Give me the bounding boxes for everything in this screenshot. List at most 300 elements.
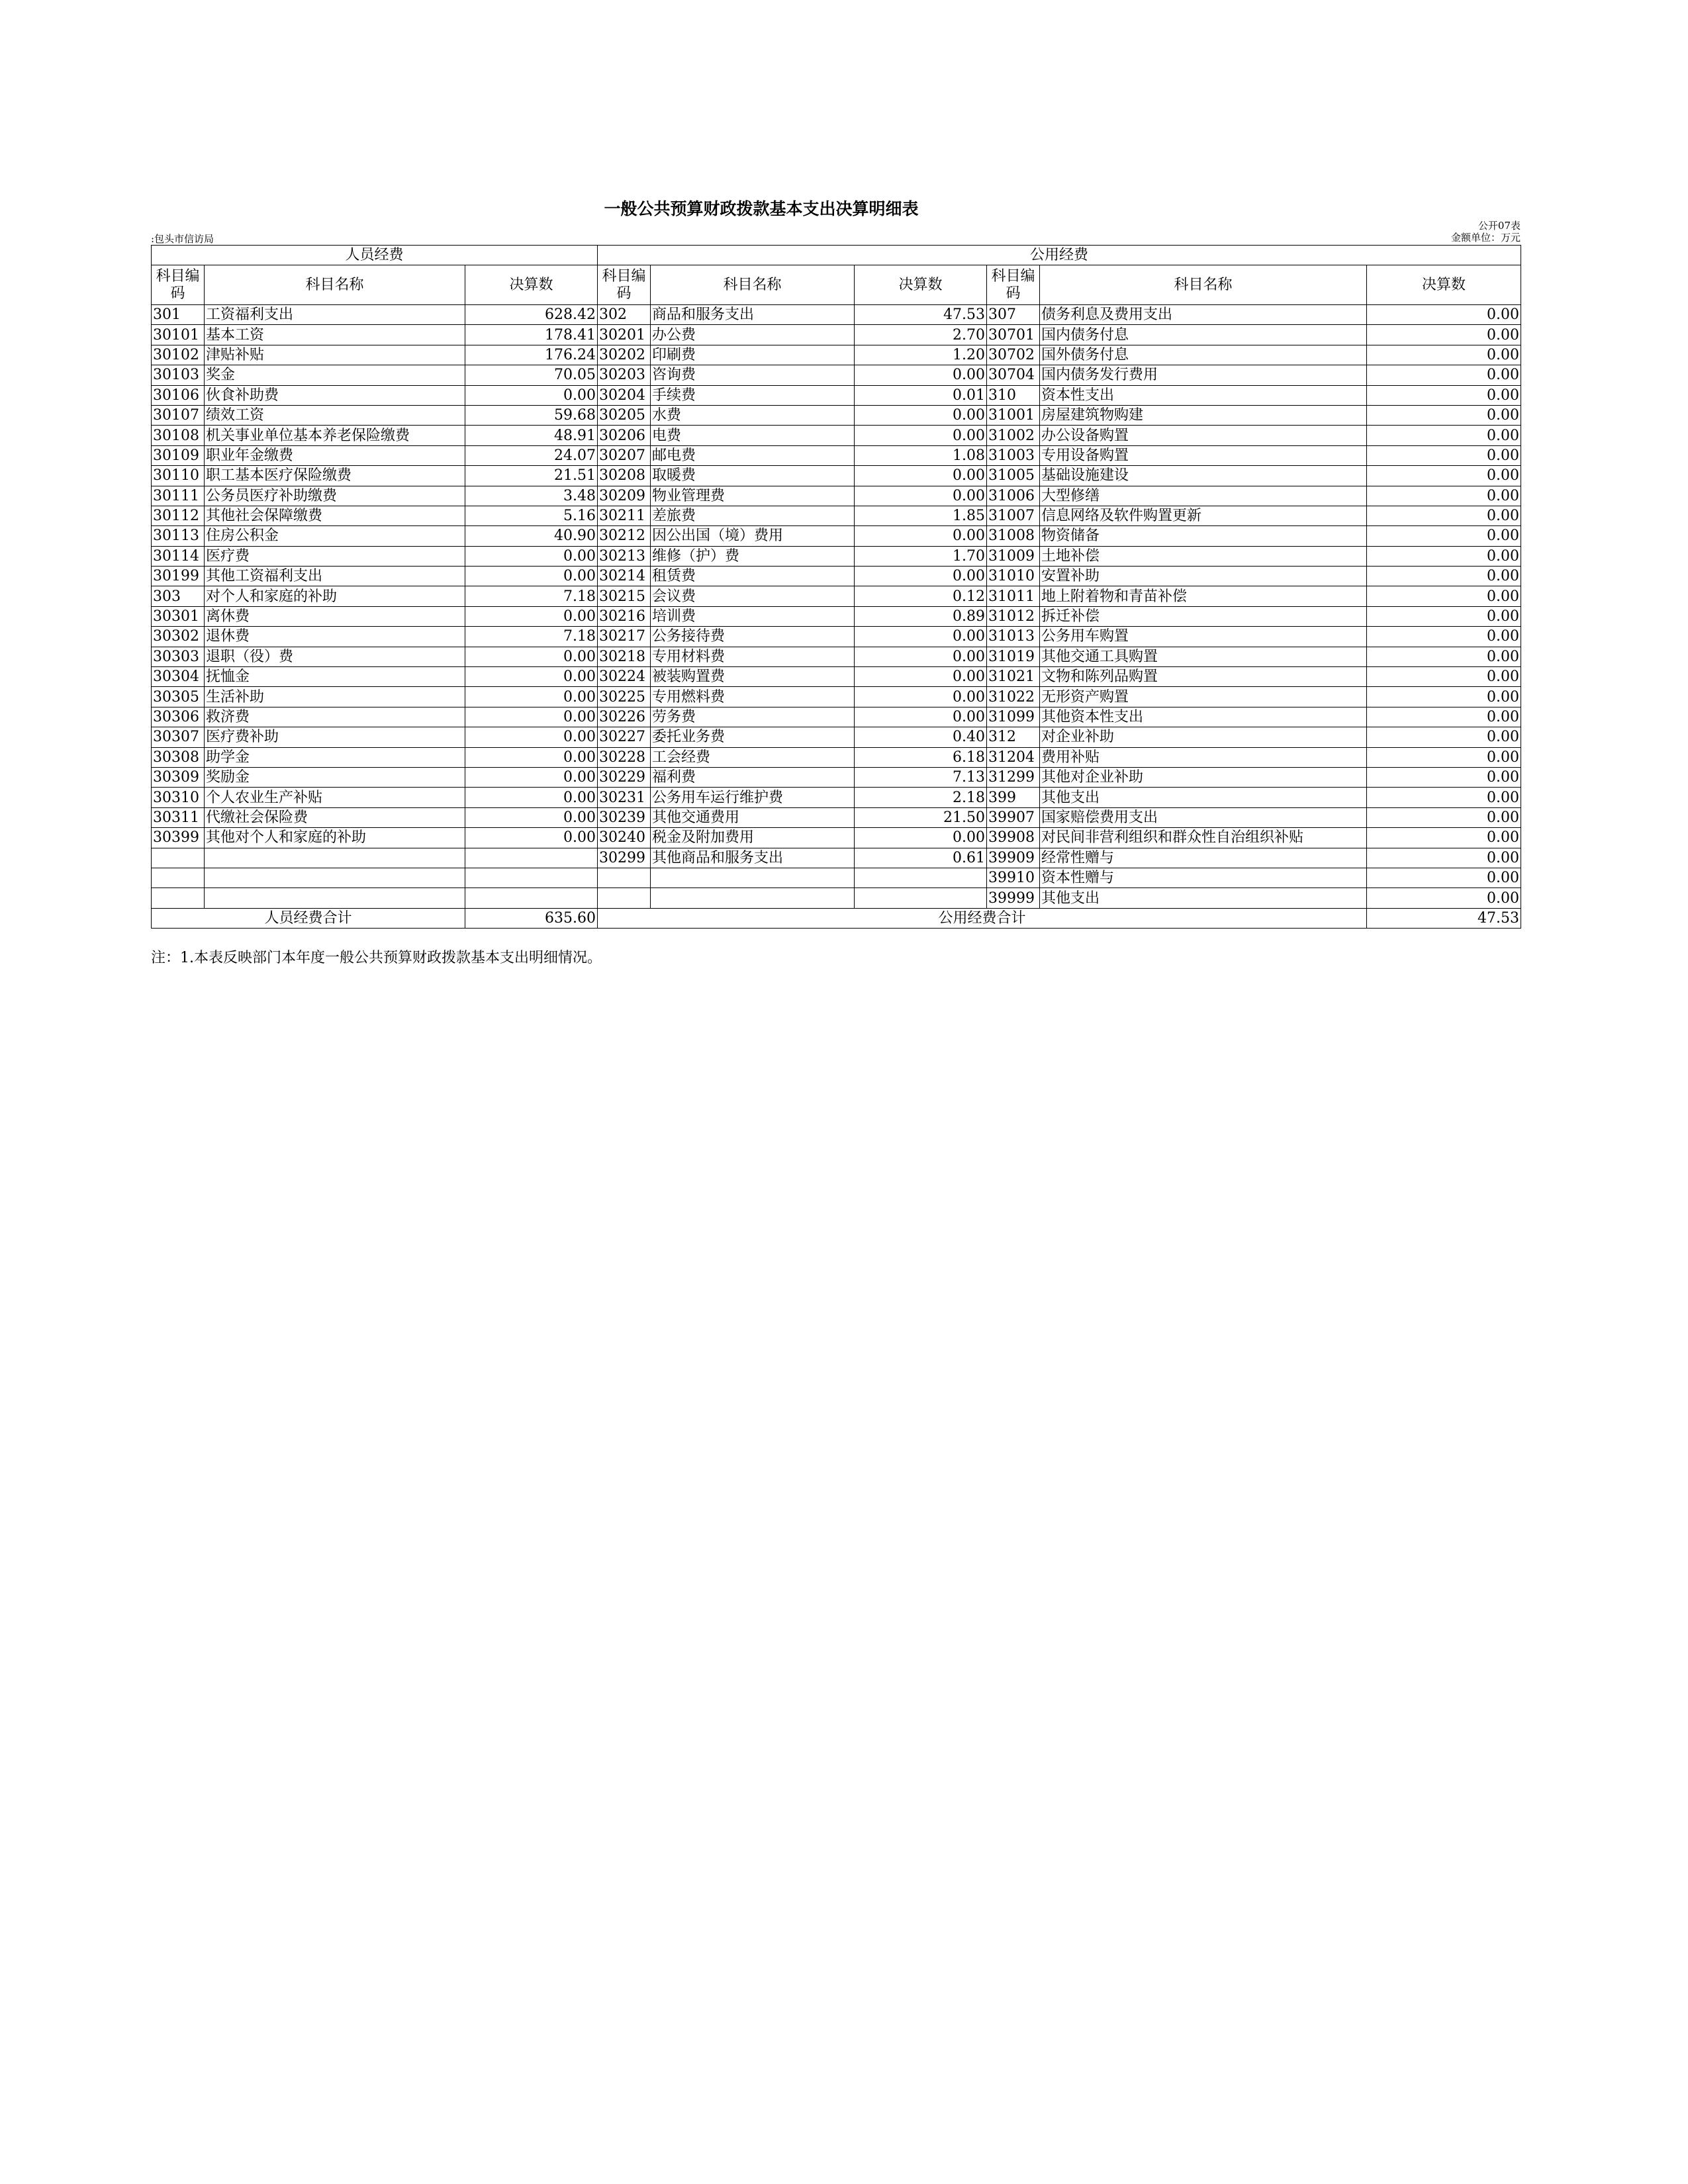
row-name: 印刷费 xyxy=(651,345,855,365)
public-total-label: 公用经费合计 xyxy=(598,908,1367,928)
row-name: 差旅费 xyxy=(651,506,855,525)
row-name: 咨询费 xyxy=(651,365,855,385)
row-name: 医疗费 xyxy=(205,546,465,566)
row-code: 30113 xyxy=(152,526,205,546)
row-amount: 0.00 xyxy=(855,647,987,666)
table-row xyxy=(152,888,1521,908)
row-name: 工资福利支出 xyxy=(205,305,465,325)
row-code: 30309 xyxy=(152,767,205,787)
row-amount: 0.00 xyxy=(465,788,598,807)
table-row xyxy=(152,627,1521,647)
row-amount: 1.85 xyxy=(855,506,987,525)
table-row xyxy=(152,426,1521,445)
row-name: 被装购置费 xyxy=(651,667,855,687)
row-code xyxy=(152,868,205,887)
header-amount: 决算数 xyxy=(465,265,598,305)
row-name: 职业年金缴费 xyxy=(205,445,465,465)
amount-unit: 金额单位：万元 xyxy=(1450,232,1521,244)
table-row xyxy=(152,848,1521,868)
row-name: 公务用车运行维护费 xyxy=(651,788,855,807)
row-code: 30203 xyxy=(598,365,651,385)
table-row xyxy=(152,767,1521,787)
row-code: 30704 xyxy=(987,365,1040,385)
table-row xyxy=(152,667,1521,687)
table-row xyxy=(152,506,1521,525)
row-name: 离休费 xyxy=(205,606,465,626)
row-amount xyxy=(855,868,987,887)
table-row xyxy=(152,526,1521,546)
row-amount: 0.00 xyxy=(1367,606,1521,626)
row-code: 31009 xyxy=(987,546,1040,566)
row-code: 30206 xyxy=(598,426,651,445)
row-code: 30211 xyxy=(598,506,651,525)
row-name: 文物和陈列品购置 xyxy=(1040,667,1367,687)
row-name: 专用设备购置 xyxy=(1040,445,1367,465)
row-amount: 0.00 xyxy=(1367,325,1521,345)
public-total-value: 47.53 xyxy=(1367,908,1521,928)
row-code: 30302 xyxy=(152,627,205,647)
row-name: 办公费 xyxy=(651,325,855,345)
header-amount: 决算数 xyxy=(1367,265,1521,305)
table-row xyxy=(152,788,1521,807)
row-name: 个人农业生产补贴 xyxy=(205,788,465,807)
row-name: 公务用车购置 xyxy=(1040,627,1367,647)
row-name: 机关事业单位基本养老保险缴费 xyxy=(205,426,465,445)
row-name: 抚恤金 xyxy=(205,667,465,687)
row-name: 维修（护）费 xyxy=(651,546,855,566)
row-amount: 3.48 xyxy=(465,486,598,506)
row-code: 30103 xyxy=(152,365,205,385)
row-code: 399 xyxy=(987,788,1040,807)
row-name: 其他工资福利支出 xyxy=(205,567,465,586)
row-amount: 0.00 xyxy=(855,526,987,546)
row-code: 30106 xyxy=(152,385,205,405)
row-amount: 0.00 xyxy=(1367,807,1521,827)
row-name: 职工基本医疗保险缴费 xyxy=(205,466,465,486)
row-code: 30240 xyxy=(598,828,651,848)
row-amount: 0.00 xyxy=(855,667,987,687)
row-code: 31010 xyxy=(987,567,1040,586)
row-amount: 0.00 xyxy=(465,807,598,827)
row-amount: 59.68 xyxy=(465,405,598,425)
row-code: 30301 xyxy=(152,606,205,626)
row-code: 30110 xyxy=(152,466,205,486)
table-row xyxy=(152,707,1521,727)
row-amount: 0.00 xyxy=(465,687,598,707)
row-code: 303 xyxy=(152,586,205,606)
table-row xyxy=(152,405,1521,425)
row-name: 其他社会保障缴费 xyxy=(205,506,465,525)
header-code: 科目编码 xyxy=(987,265,1040,305)
row-code: 30224 xyxy=(598,667,651,687)
row-code: 31299 xyxy=(987,767,1040,787)
row-name: 土地补偿 xyxy=(1040,546,1367,566)
row-code: 30213 xyxy=(598,546,651,566)
row-code: 30109 xyxy=(152,445,205,465)
row-code: 31011 xyxy=(987,586,1040,606)
row-amount: 47.53 xyxy=(855,305,987,325)
row-name: 水费 xyxy=(651,405,855,425)
row-amount: 0.00 xyxy=(1367,767,1521,787)
row-name: 大型修缮 xyxy=(1040,486,1367,506)
row-amount: 0.00 xyxy=(1367,586,1521,606)
row-amount: 0.00 xyxy=(465,546,598,566)
table-row xyxy=(152,687,1521,707)
row-name: 办公设备购置 xyxy=(1040,426,1367,445)
row-code: 30202 xyxy=(598,345,651,365)
row-code: 31013 xyxy=(987,627,1040,647)
table-row xyxy=(152,305,1521,325)
row-amount: 1.08 xyxy=(855,445,987,465)
row-name: 取暖费 xyxy=(651,466,855,486)
header-name: 科目名称 xyxy=(1040,265,1367,305)
row-code: 30112 xyxy=(152,506,205,525)
row-amount: 0.00 xyxy=(855,486,987,506)
table-row xyxy=(152,466,1521,486)
row-name: 国家赔偿费用支出 xyxy=(1040,807,1367,827)
row-amount: 0.00 xyxy=(855,687,987,707)
row-name: 对个人和家庭的补助 xyxy=(205,586,465,606)
row-amount: 0.00 xyxy=(1367,687,1521,707)
row-name: 会议费 xyxy=(651,586,855,606)
row-code: 30215 xyxy=(598,586,651,606)
row-code: 30306 xyxy=(152,707,205,727)
row-code: 31012 xyxy=(987,606,1040,626)
row-name: 救济费 xyxy=(205,707,465,727)
row-code: 39907 xyxy=(987,807,1040,827)
table-row xyxy=(152,385,1521,405)
row-code: 31022 xyxy=(987,687,1040,707)
row-code: 301 xyxy=(152,305,205,325)
row-code: 30216 xyxy=(598,606,651,626)
row-name: 信息网络及软件购置更新 xyxy=(1040,506,1367,525)
row-name: 退职（役）费 xyxy=(205,647,465,666)
row-amount: 178.41 xyxy=(465,325,598,345)
row-name: 伙食补助费 xyxy=(205,385,465,405)
row-name: 其他对企业补助 xyxy=(1040,767,1367,787)
row-amount: 0.12 xyxy=(855,586,987,606)
table-row xyxy=(152,325,1521,345)
row-code: 30108 xyxy=(152,426,205,445)
row-name: 地上附着物和青苗补偿 xyxy=(1040,586,1367,606)
row-name: 工会经费 xyxy=(651,747,855,767)
row-amount: 0.00 xyxy=(1367,868,1521,887)
row-amount: 0.00 xyxy=(1367,747,1521,767)
header-name: 科目名称 xyxy=(651,265,855,305)
row-name: 对企业补助 xyxy=(1040,727,1367,747)
row-name: 费用补贴 xyxy=(1040,747,1367,767)
row-name: 物业管理费 xyxy=(651,486,855,506)
row-amount: 2.18 xyxy=(855,788,987,807)
row-code: 31204 xyxy=(987,747,1040,767)
row-amount: 0.00 xyxy=(1367,667,1521,687)
row-amount: 21.51 xyxy=(465,466,598,486)
row-amount: 0.00 xyxy=(465,567,598,586)
row-code: 30207 xyxy=(598,445,651,465)
row-amount: 1.20 xyxy=(855,345,987,365)
row-code: 310 xyxy=(987,385,1040,405)
row-amount: 0.00 xyxy=(465,727,598,747)
row-name xyxy=(205,848,465,868)
row-code: 312 xyxy=(987,727,1040,747)
row-name: 津贴补贴 xyxy=(205,345,465,365)
row-amount: 0.00 xyxy=(1367,546,1521,566)
row-amount: 0.01 xyxy=(855,385,987,405)
row-code: 31001 xyxy=(987,405,1040,425)
row-code: 30209 xyxy=(598,486,651,506)
row-code: 302 xyxy=(598,305,651,325)
row-amount: 0.00 xyxy=(855,426,987,445)
row-name: 其他支出 xyxy=(1040,888,1367,908)
row-name: 商品和服务支出 xyxy=(651,305,855,325)
row-code: 39910 xyxy=(987,868,1040,887)
table-row xyxy=(152,365,1521,385)
row-name: 退休费 xyxy=(205,627,465,647)
row-amount: 0.00 xyxy=(1367,526,1521,546)
row-name: 无形资产购置 xyxy=(1040,687,1367,707)
row-name: 对民间非营利组织和群众性自治组织补贴 xyxy=(1040,828,1367,848)
row-name: 租赁费 xyxy=(651,567,855,586)
row-amount: 0.00 xyxy=(465,385,598,405)
row-code: 30111 xyxy=(152,486,205,506)
row-amount: 0.00 xyxy=(855,627,987,647)
row-name: 其他交通工具购置 xyxy=(1040,647,1367,666)
table-row xyxy=(152,345,1521,365)
row-name: 房屋建筑物购建 xyxy=(1040,405,1367,425)
row-amount: 0.00 xyxy=(1367,888,1521,908)
row-amount: 0.00 xyxy=(1367,848,1521,868)
table-row xyxy=(152,647,1521,666)
row-name: 代缴社会保险费 xyxy=(205,807,465,827)
row-amount: 0.89 xyxy=(855,606,987,626)
row-amount: 6.18 xyxy=(855,747,987,767)
row-code: 30217 xyxy=(598,627,651,647)
table-row xyxy=(152,727,1521,747)
row-code: 30231 xyxy=(598,788,651,807)
row-amount: 24.07 xyxy=(465,445,598,465)
row-name: 国内债务付息 xyxy=(1040,325,1367,345)
row-code: 30702 xyxy=(987,345,1040,365)
row-amount: 0.00 xyxy=(1367,788,1521,807)
row-name: 住房公积金 xyxy=(205,526,465,546)
row-code: 39908 xyxy=(987,828,1040,848)
row-code: 30229 xyxy=(598,767,651,787)
row-name xyxy=(205,888,465,908)
personnel-total-value: 635.60 xyxy=(465,908,598,928)
row-name: 资本性支出 xyxy=(1040,385,1367,405)
row-code: 31006 xyxy=(987,486,1040,506)
row-code: 30212 xyxy=(598,526,651,546)
row-amount: 0.61 xyxy=(855,848,987,868)
row-name: 手续费 xyxy=(651,385,855,405)
row-amount: 0.00 xyxy=(465,707,598,727)
row-code: 307 xyxy=(987,305,1040,325)
row-amount xyxy=(855,888,987,908)
row-amount: 0.00 xyxy=(1367,426,1521,445)
table-row xyxy=(152,445,1521,465)
row-amount: 7.18 xyxy=(465,586,598,606)
row-code: 31003 xyxy=(987,445,1040,465)
row-code: 30308 xyxy=(152,747,205,767)
row-amount: 0.00 xyxy=(1367,385,1521,405)
row-code: 30701 xyxy=(987,325,1040,345)
row-code: 31021 xyxy=(987,667,1040,687)
header-code: 科目编码 xyxy=(598,265,651,305)
table-row xyxy=(152,868,1521,887)
header-amount: 决算数 xyxy=(855,265,987,305)
row-amount: 0.00 xyxy=(465,647,598,666)
row-name xyxy=(651,888,855,908)
row-name: 资本性赠与 xyxy=(1040,868,1367,887)
budget-detail-table xyxy=(151,245,1521,929)
row-name: 其他交通费用 xyxy=(651,807,855,827)
row-amount: 0.00 xyxy=(1367,506,1521,525)
row-code: 30199 xyxy=(152,567,205,586)
table-row xyxy=(152,586,1521,606)
row-code: 30225 xyxy=(598,687,651,707)
row-code: 30239 xyxy=(598,807,651,827)
row-code: 31002 xyxy=(987,426,1040,445)
row-name: 福利费 xyxy=(651,767,855,787)
row-name: 经常性赠与 xyxy=(1040,848,1367,868)
row-name: 国外债务付息 xyxy=(1040,345,1367,365)
row-amount: 48.91 xyxy=(465,426,598,445)
row-name xyxy=(205,868,465,887)
row-code: 30311 xyxy=(152,807,205,827)
header-name: 科目名称 xyxy=(205,265,465,305)
row-name: 安置补助 xyxy=(1040,567,1367,586)
row-amount: 0.00 xyxy=(1367,305,1521,325)
row-amount: 0.00 xyxy=(1367,727,1521,747)
row-code: 30305 xyxy=(152,687,205,707)
row-amount: 0.00 xyxy=(1367,486,1521,506)
row-code: 30307 xyxy=(152,727,205,747)
row-amount: 176.24 xyxy=(465,345,598,365)
row-amount: 0.00 xyxy=(855,828,987,848)
report-title: 一般公共预算财政拨款基本支出决算明细表 xyxy=(604,199,919,218)
row-name: 物资储备 xyxy=(1040,526,1367,546)
row-code: 39909 xyxy=(987,848,1040,868)
row-name: 邮电费 xyxy=(651,445,855,465)
row-name: 基本工资 xyxy=(205,325,465,345)
row-name: 专用燃料费 xyxy=(651,687,855,707)
row-code: 30107 xyxy=(152,405,205,425)
row-code: 30227 xyxy=(598,727,651,747)
row-amount: 0.00 xyxy=(1367,627,1521,647)
row-code: 31008 xyxy=(987,526,1040,546)
row-name: 公务员医疗补助缴费 xyxy=(205,486,465,506)
table-row xyxy=(152,747,1521,767)
row-amount: 5.16 xyxy=(465,506,598,525)
row-name: 绩效工资 xyxy=(205,405,465,425)
personnel-total-label: 人员经费合计 xyxy=(152,908,465,928)
row-name: 公务接待费 xyxy=(651,627,855,647)
row-name: 助学金 xyxy=(205,747,465,767)
row-amount: 0.00 xyxy=(465,667,598,687)
row-code: 30228 xyxy=(598,747,651,767)
row-code: 30304 xyxy=(152,667,205,687)
row-amount xyxy=(465,848,598,868)
organization-name: :包头市信访局 xyxy=(151,233,214,245)
table-row xyxy=(152,807,1521,827)
row-name: 其他对个人和家庭的补助 xyxy=(205,828,465,848)
row-name: 其他支出 xyxy=(1040,788,1367,807)
row-name: 奖励金 xyxy=(205,767,465,787)
row-amount: 0.00 xyxy=(855,365,987,385)
row-code xyxy=(152,888,205,908)
row-amount: 7.13 xyxy=(855,767,987,787)
table-row xyxy=(152,567,1521,586)
row-code: 30205 xyxy=(598,405,651,425)
row-code: 30102 xyxy=(152,345,205,365)
row-code xyxy=(598,888,651,908)
row-amount: 0.00 xyxy=(855,405,987,425)
row-code: 30201 xyxy=(598,325,651,345)
row-amount xyxy=(465,888,598,908)
row-name: 奖金 xyxy=(205,365,465,385)
row-amount: 0.00 xyxy=(855,567,987,586)
row-amount: 0.00 xyxy=(855,466,987,486)
row-amount: 0.00 xyxy=(465,747,598,767)
row-amount: 70.05 xyxy=(465,365,598,385)
row-name xyxy=(651,868,855,887)
table-row xyxy=(152,828,1521,848)
row-name: 国内债务发行费用 xyxy=(1040,365,1367,385)
row-amount: 0.00 xyxy=(465,767,598,787)
form-number: 公开07表 xyxy=(1477,220,1521,232)
row-code: 30399 xyxy=(152,828,205,848)
row-amount: 21.50 xyxy=(855,807,987,827)
section-public: 公用经费 xyxy=(598,246,1521,265)
row-amount: 0.00 xyxy=(1367,567,1521,586)
row-code xyxy=(598,868,651,887)
row-code: 30114 xyxy=(152,546,205,566)
row-name: 因公出国（境）费用 xyxy=(651,526,855,546)
row-code: 39999 xyxy=(987,888,1040,908)
table-note: 注：1.本表反映部门本年度一般公共预算财政拨款基本支出明细情况。 xyxy=(151,950,602,966)
row-name: 培训费 xyxy=(651,606,855,626)
row-amount: 0.00 xyxy=(1367,466,1521,486)
row-amount: 0.00 xyxy=(465,606,598,626)
table-row xyxy=(152,486,1521,506)
row-code: 30214 xyxy=(598,567,651,586)
table-row xyxy=(152,606,1521,626)
row-amount: 0.00 xyxy=(1367,365,1521,385)
row-amount: 40.90 xyxy=(465,526,598,546)
row-code xyxy=(152,848,205,868)
row-code: 30310 xyxy=(152,788,205,807)
row-name: 生活补助 xyxy=(205,687,465,707)
row-name: 其他商品和服务支出 xyxy=(651,848,855,868)
section-personnel: 人员经费 xyxy=(152,246,598,265)
row-name: 电费 xyxy=(651,426,855,445)
row-amount: 0.00 xyxy=(1367,445,1521,465)
row-amount: 0.00 xyxy=(1367,828,1521,848)
row-amount: 0.00 xyxy=(1367,647,1521,666)
row-amount xyxy=(465,868,598,887)
row-amount: 0.00 xyxy=(855,707,987,727)
row-name: 医疗费补助 xyxy=(205,727,465,747)
row-code: 30101 xyxy=(152,325,205,345)
header-code: 科目编码 xyxy=(152,265,205,305)
row-code: 31007 xyxy=(987,506,1040,525)
row-amount: 1.70 xyxy=(855,546,987,566)
row-code: 30218 xyxy=(598,647,651,666)
row-code: 30303 xyxy=(152,647,205,666)
row-code: 30226 xyxy=(598,707,651,727)
row-amount: 0.00 xyxy=(1367,707,1521,727)
row-amount: 0.40 xyxy=(855,727,987,747)
